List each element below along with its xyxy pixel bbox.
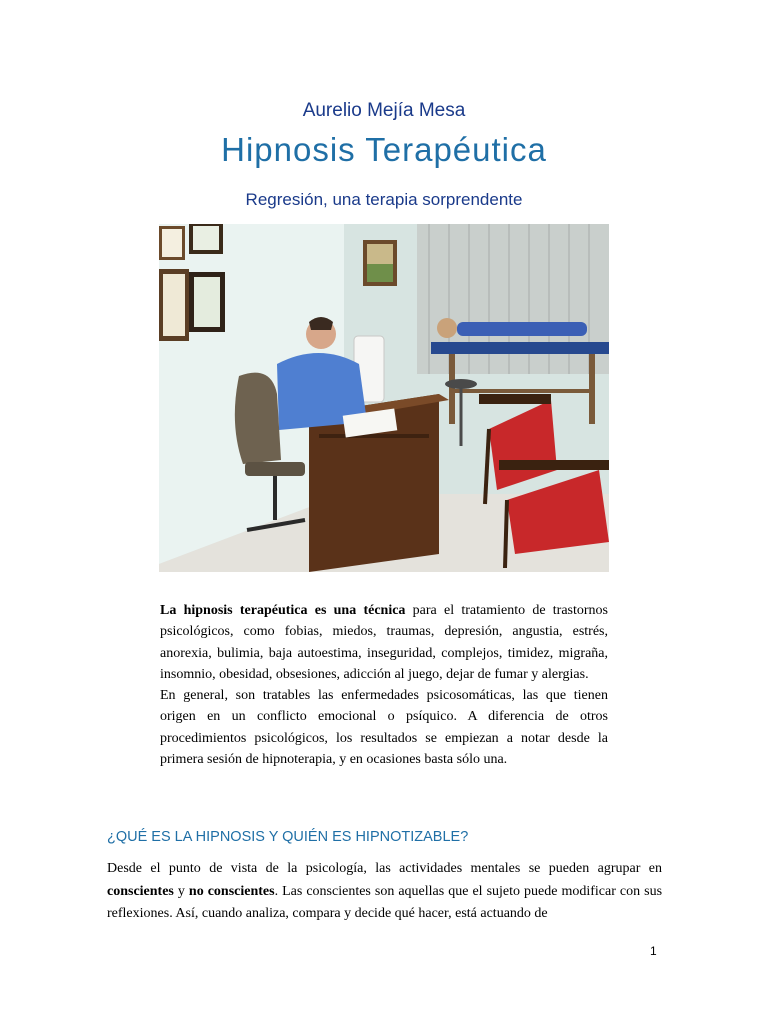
section-paragraph [107, 858, 662, 926]
section-bold-no-conscientes: no conscientes [188, 883, 275, 899]
section-text-c: . Las conscientes son aquellas que el sujeto puede modificar con sus reflexiones. Así, cuando analiza, compara y decide qué hacer, está actuando de [107, 883, 663, 921]
intro-paragraph-2: En general, son tratables las enfermedades psicosomáticas, las que tienen origen en un conflicto emocional o psíquico. A diferencia de otros procedimientos psicológicos, los resultados se empiezan a notar desde la primera sesión de hipnoterapia, y en ocasiones basta sólo una. [160, 688, 608, 768]
author-name: Aurelio Mejía Mesa [302, 100, 466, 121]
document-subtitle: Regresión, una terapia sorprendente [245, 190, 523, 209]
intro-paragraph-1 [160, 600, 608, 685]
document-title: Hipnosis Terapéutica [221, 131, 547, 168]
section-bold-conscientes: conscientes [107, 883, 174, 899]
intro-text [160, 600, 608, 770]
intro-lead-rest: para el tratamiento de trastornos psicológicos, como fobias, miedos, traumas, depresión, angustia, estrés, anorexia, bulimia, baja autoestima, inseguridad, complejos, timidez, migraña, insomnio, obesidad, obsesiones, adicción al juego, dejar de fumar y alergias. [160, 603, 609, 682]
intro-lead-bold: La hipnosis terapéutica es una técnica [160, 603, 406, 618]
page-number: 1 [650, 944, 657, 958]
section-heading: ¿QUÉ ES LA HIPNOSIS Y QUIÉN ES HIPNOTIZABLE? [107, 829, 469, 845]
office-photo [159, 224, 609, 572]
section-body [107, 858, 662, 926]
section-text-b: y [173, 883, 189, 899]
section-text-a: Desde el punto de vista de la psicología, las actividades mentales se pueden agrupar en [107, 861, 662, 876]
